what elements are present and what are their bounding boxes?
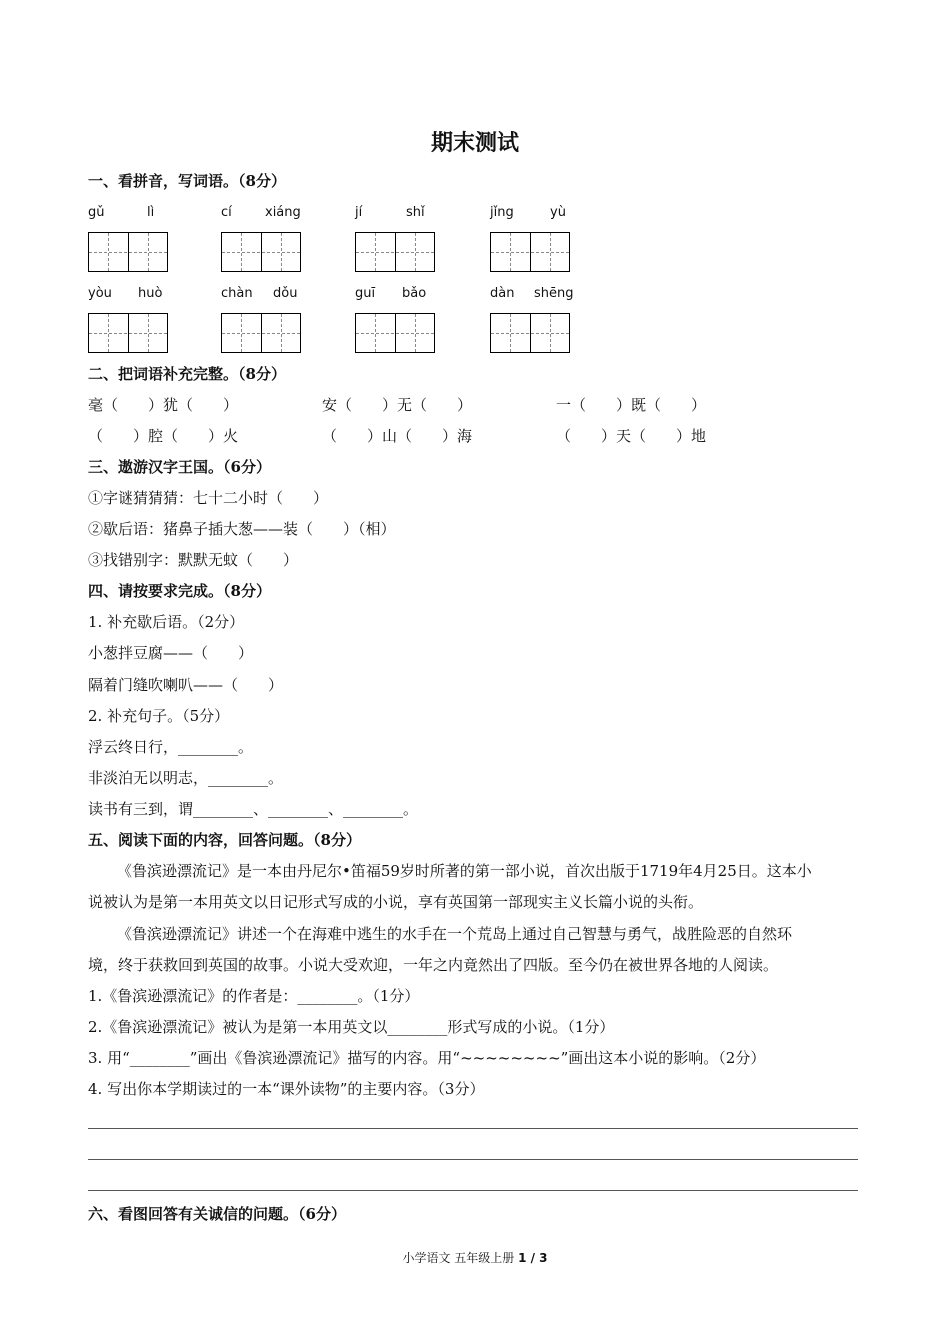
pinyin: dǒu	[273, 286, 298, 301]
question-line: 浮云终日行，________。	[88, 738, 254, 756]
question-line: 隔着门缝吹喇叭——（ ）	[88, 676, 284, 694]
reading-paragraph: 《鲁滨逊漂流记》讲述一个在海难中逃生的水手在一个荒岛上通过自己智慧与勇气，战胜险恶的自然环	[117, 925, 793, 943]
answer-line[interactable]	[88, 1190, 858, 1191]
writing-grid[interactable]	[88, 313, 168, 353]
fill-idiom: （ ）山（ ）海	[322, 427, 473, 445]
question-line: ③找错别字：默默无蚊（ ）	[88, 551, 299, 569]
pinyin: yù	[550, 205, 566, 220]
section-6-heading: 六、看图回答有关诚信的问题。（6分）	[88, 1205, 346, 1223]
pinyin: chàn	[221, 286, 253, 301]
question-line: 4. 写出你本学期读过的一本“课外读物”的主要内容。（3分）	[88, 1080, 485, 1098]
reading-paragraph: 说被认为是第一本用英文以日记形式写成的小说，享有英国第一部现实主义长篇小说的头衔。	[88, 893, 704, 911]
question-line: 2. 补充句子。（5分）	[88, 707, 230, 725]
page-number: 1 / 3	[518, 1251, 548, 1265]
section-5-heading: 五、阅读下面的内容，回答问题。（8分）	[88, 831, 361, 849]
pinyin: cí	[221, 205, 232, 220]
reading-paragraph: 《鲁滨逊漂流记》是一本由丹尼尔•笛福59岁时所著的第一部小说，首次出版于1719年4月25日。这本小	[117, 862, 812, 880]
section-3-heading: 三、遨游汉字王国。（6分）	[88, 458, 271, 476]
pinyin: shǐ	[406, 205, 425, 220]
fill-idiom: 一（ ）既（ ）	[556, 396, 707, 414]
pinyin: shēng	[534, 286, 574, 301]
pinyin: yòu	[88, 286, 112, 301]
pinyin: xiáng	[265, 205, 301, 220]
fill-idiom: （ ）天（ ）地	[556, 427, 707, 445]
section-2-heading: 二、把词语补充完整。（8分）	[88, 365, 286, 383]
pinyin: gǔ	[88, 205, 105, 220]
writing-grid[interactable]	[221, 313, 301, 353]
pinyin: jǐng	[490, 205, 514, 220]
writing-grid[interactable]	[490, 232, 570, 272]
writing-grid[interactable]	[355, 232, 435, 272]
pinyin: jí	[355, 205, 363, 220]
answer-line[interactable]	[88, 1159, 858, 1160]
writing-grid[interactable]	[221, 232, 301, 272]
fill-idiom: （ ）腔（ ）火	[88, 427, 239, 445]
writing-grid[interactable]	[355, 313, 435, 353]
pinyin: bǎo	[402, 286, 427, 301]
reading-paragraph: 境，终于获救回到英国的故事。小说大受欢迎，一年之内竟然出了四版。至今仍在被世界各地的人阅读。	[88, 956, 779, 974]
question-line: ②歇后语：猪鼻子插大葱——装（ ）（相）	[88, 520, 396, 538]
pinyin: dàn	[490, 286, 515, 301]
answer-line[interactable]	[88, 1128, 858, 1129]
question-line: 1. 补充歇后语。（2分）	[88, 613, 245, 631]
fill-idiom: 毫（ ）犹（ ）	[88, 396, 239, 414]
section-4-heading: 四、请按要求完成。（8分）	[88, 582, 271, 600]
question-line: 1.《鲁滨逊漂流记》的作者是：________。（1分）	[88, 987, 420, 1005]
question-line: ①字谜猜猜猜：七十二小时（ ）	[88, 489, 329, 507]
pinyin: guī	[355, 286, 376, 301]
question-line: 3. 用“________”画出《鲁滨逊漂流记》描写的内容。用“~~~~~~~~”画出这本小说的影响。（2分）	[88, 1049, 766, 1067]
pinyin: huò	[138, 286, 163, 301]
writing-grid[interactable]	[88, 232, 168, 272]
page-title: 期末测试	[430, 131, 519, 156]
writing-grid[interactable]	[490, 313, 570, 353]
footer-text: 小学语文 五年级上册	[402, 1251, 519, 1265]
question-line: 非淡泊无以明志，________。	[88, 769, 284, 787]
pinyin: lì	[147, 205, 155, 220]
fill-idiom: 安（ ）无（ ）	[322, 396, 473, 414]
page-footer	[0, 1249, 950, 1266]
question-line: 小葱拌豆腐——（ ）	[88, 644, 254, 662]
question-line: 读书有三到，谓________、________、________。	[88, 800, 419, 818]
question-line: 2.《鲁滨逊漂流记》被认为是第一本用英文以________形式写成的小说。（1分）	[88, 1018, 615, 1036]
section-1-heading: 一、看拼音，写词语。（8分）	[88, 172, 286, 190]
